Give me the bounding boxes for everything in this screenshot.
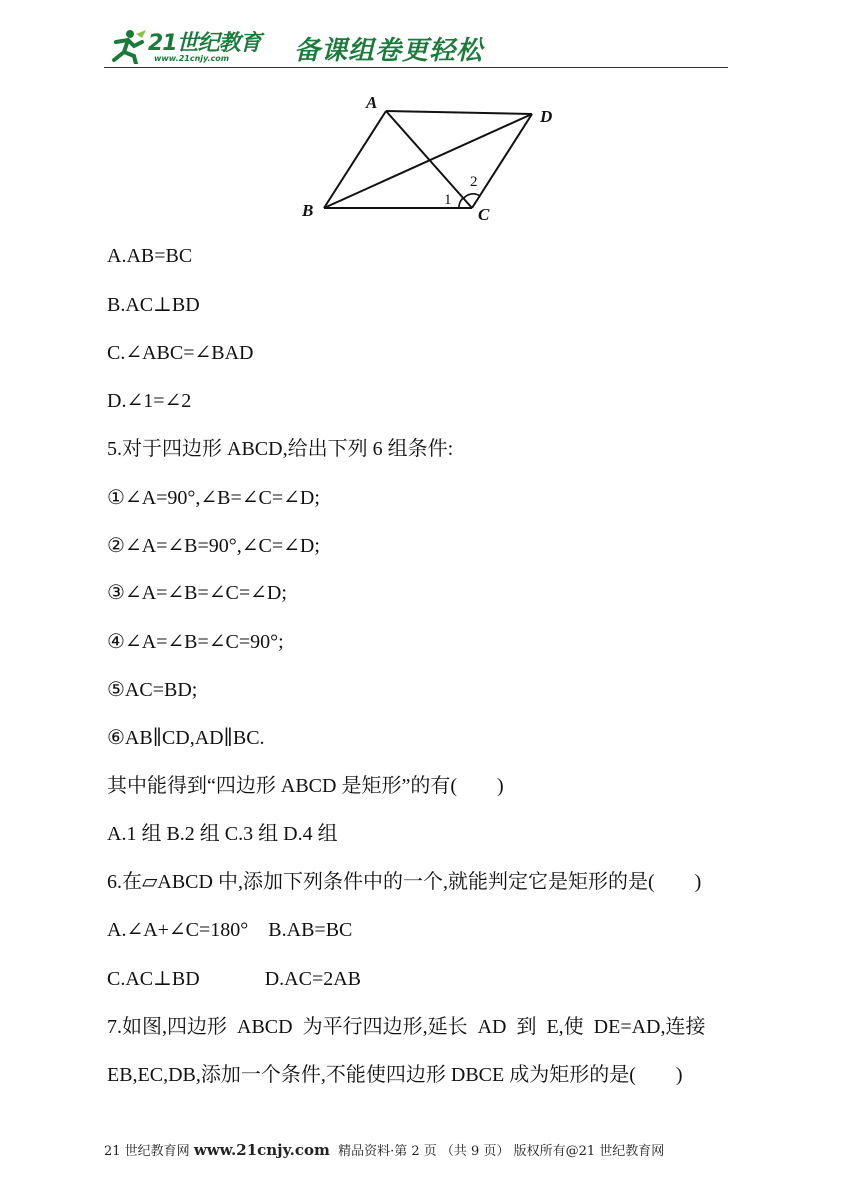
question-6-stem: 6.在▱ABCD 中,添加下列条件中的一个,就能判定它是矩形的是( ) bbox=[107, 871, 702, 893]
question-7-stem-line-2: EB,EC,DB,添加一个条件,不能使四边形 DBCE 成为矩形的是( ) bbox=[107, 1064, 683, 1086]
angle-1-arc bbox=[459, 198, 463, 208]
header-slogan: 备课组卷更轻松 bbox=[294, 36, 484, 66]
question-6-options-row-2: C.AC⊥BD D.AC=2AB bbox=[107, 968, 362, 990]
question-6-options-row-1: A.∠A+∠C=180° B.AB=BC bbox=[107, 919, 353, 941]
logo-url: www.21cnjy.com bbox=[154, 54, 230, 63]
condition-5: ⑤AC=BD; bbox=[107, 679, 198, 701]
parallelogram-figure bbox=[296, 88, 566, 228]
segment-ad bbox=[386, 111, 532, 114]
question-5-stem: 5.对于四边形 ABCD,给出下列 6 组条件: bbox=[107, 438, 454, 460]
question-7-stem-line-1: 7.如图,四边形 ABCD 为平行四边形,延长 AD 到 E,使 DE=AD,连接 bbox=[107, 1016, 706, 1038]
question-5-prompt: 其中能得到“四边形 ABCD 是矩形”的有( ) bbox=[107, 775, 504, 797]
vertex-label-b: B bbox=[302, 201, 314, 220]
condition-1: ①∠A=90°,∠B=∠C=∠D; bbox=[107, 487, 320, 509]
vertex-label-d: D bbox=[540, 107, 553, 126]
angle-label-1: 1 bbox=[444, 192, 452, 208]
runner-logo-icon bbox=[106, 28, 148, 64]
page-header bbox=[104, 22, 728, 70]
header-divider bbox=[104, 67, 728, 68]
condition-4: ④∠A=∠B=∠C=90°; bbox=[107, 631, 284, 653]
condition-2: ②∠A=∠B=90°,∠C=∠D; bbox=[107, 535, 320, 557]
angle-label-2: 2 bbox=[470, 174, 478, 190]
option-a: A.AB=BC bbox=[107, 245, 193, 267]
page-footer bbox=[104, 1140, 764, 1159]
footer-site-link[interactable]: www.21cnjy.com bbox=[193, 1141, 330, 1159]
question-5-options: A.1 组 B.2 组 C.3 组 D.4 组 bbox=[107, 823, 338, 845]
option-b: B.AC⊥BD bbox=[107, 294, 200, 316]
option-c: C.∠ABC=∠BAD bbox=[107, 342, 254, 364]
condition-3: ③∠A=∠B=∠C=∠D; bbox=[107, 582, 287, 604]
footer-right-text: 精品资料·第 2 页 （共 9 页） 版权所有@21 世纪教育网 bbox=[329, 1144, 665, 1159]
option-d: D.∠1=∠2 bbox=[107, 390, 192, 412]
vertex-label-a: A bbox=[366, 93, 378, 112]
condition-6: ⑥AB∥CD,AD∥BC. bbox=[107, 727, 265, 749]
footer-left-text: 21 世纪教育网 bbox=[104, 1144, 194, 1159]
vertex-label-c: C bbox=[478, 205, 490, 224]
logo-text: 21世纪教育 bbox=[148, 31, 261, 56]
